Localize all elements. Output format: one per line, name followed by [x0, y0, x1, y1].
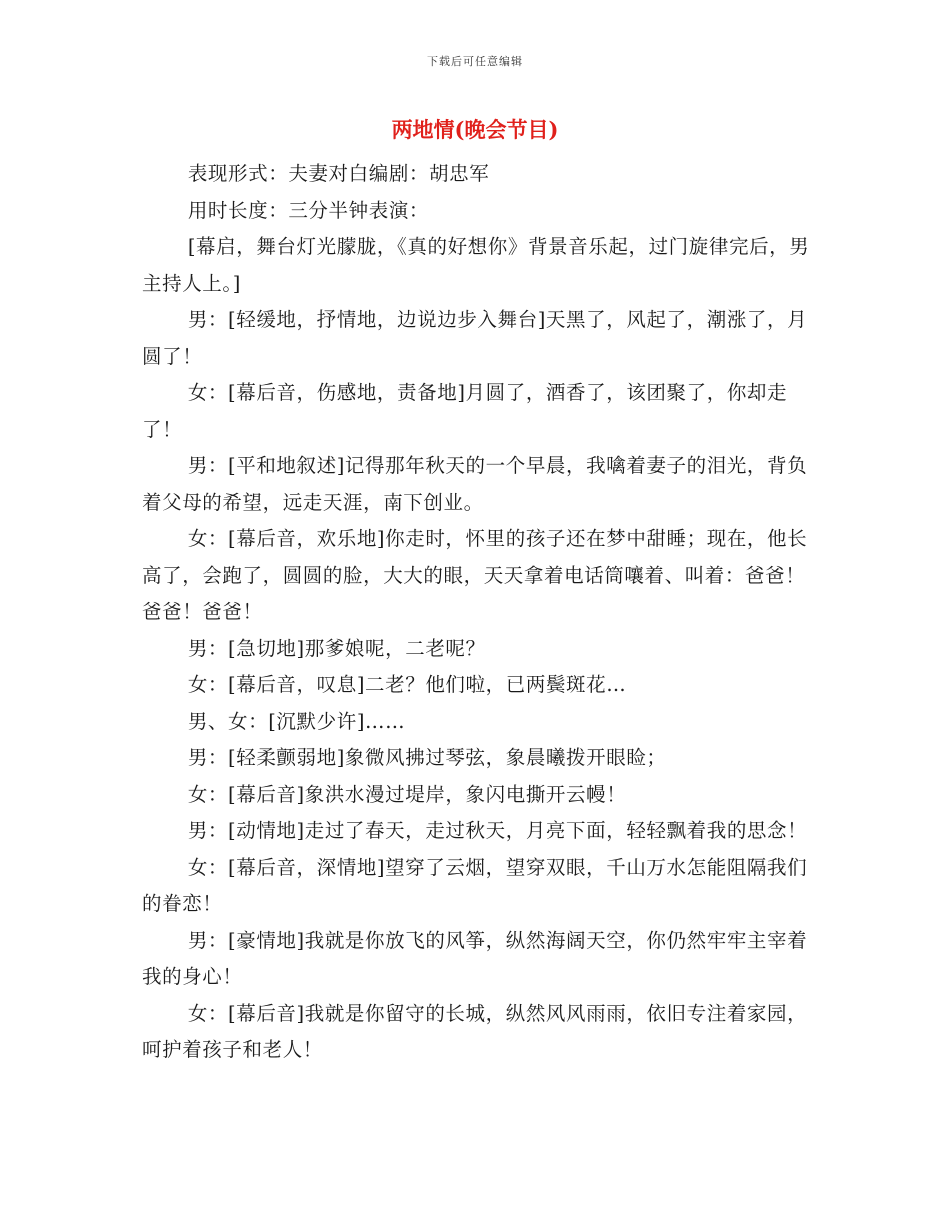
- dialogue-line: 女：[幕后音，叹息]二老？他们啦，已两鬓斑花…: [187, 673, 627, 696]
- dialogue-line: 女：[幕后音]象洪水漫过堤岸，象闪电撕开云幔！: [187, 782, 627, 806]
- dialogue-line: 男：[平和地叙述]记得那年秋天的一个早晨，我噙着妻子的泪光，背负着父母的希望，远走天涯，南下创业。: [142, 454, 808, 514]
- dialogue-line: 女：[幕后音，伤感地，责备地]月圆了，酒香了，该团聚了，你却走了！: [142, 381, 788, 441]
- dialogue-line: 女：[幕后音，欢乐地]你走时，怀里的孩子还在梦中甜睡；现在，他长高了，会跑了，圆圆的脸，大大的眼，天天拿着电话筒嚷着、叫着：爸爸！爸爸！爸爸！: [142, 527, 808, 623]
- paragraph-stage-direction: [幕启，舞台灯光朦胧，《真的好想你》背景音乐起，过门旋律完后，男主持人上。]: [142, 235, 810, 295]
- dialogue-line: 男、女：[沉默少许]……: [187, 709, 406, 733]
- dialogue-line: 男：[轻柔颤弱地]象微风拂过琴弦，象晨曦拨开眼睑；: [187, 746, 667, 769]
- paragraph-duration: 用时长度：三分半钟表演：: [187, 198, 430, 222]
- dialogue-line: 女：[幕后音]我就是你留守的长城，纵然风风雨雨，依旧专注着家园，呵护着孩子和老人！: [142, 1001, 808, 1061]
- dialogue-line: 女：[幕后音，深情地]望穿了云烟，望穿双眼，千山万水怎能阻隔我们的眷恋！: [142, 855, 808, 915]
- document-body: [142, 156, 810, 1069]
- paragraph-format: 表现形式：夫妻对白编剧：胡忠军: [187, 162, 490, 185]
- dialogue-line: 男：[轻缓地，抒情地，边说边步入舞台]天黑了，风起了，潮涨了，月圆了！: [142, 308, 808, 368]
- dialogue-line: 男：[豪情地]我就是你放飞的风筝，纵然海阔天空，你仍然牢牢主宰着我的身心！: [142, 928, 808, 988]
- document-title: 两地情(晚会节目): [391, 117, 559, 142]
- dialogue-line: 男：[急切地]那爹娘呢，二老呢？: [187, 636, 486, 660]
- dialogue-line: 男：[动情地]走过了春天，走过秋天，月亮下面，轻轻飘着我的思念！: [187, 819, 808, 842]
- page-header: 下载后可任意编辑: [427, 55, 523, 68]
